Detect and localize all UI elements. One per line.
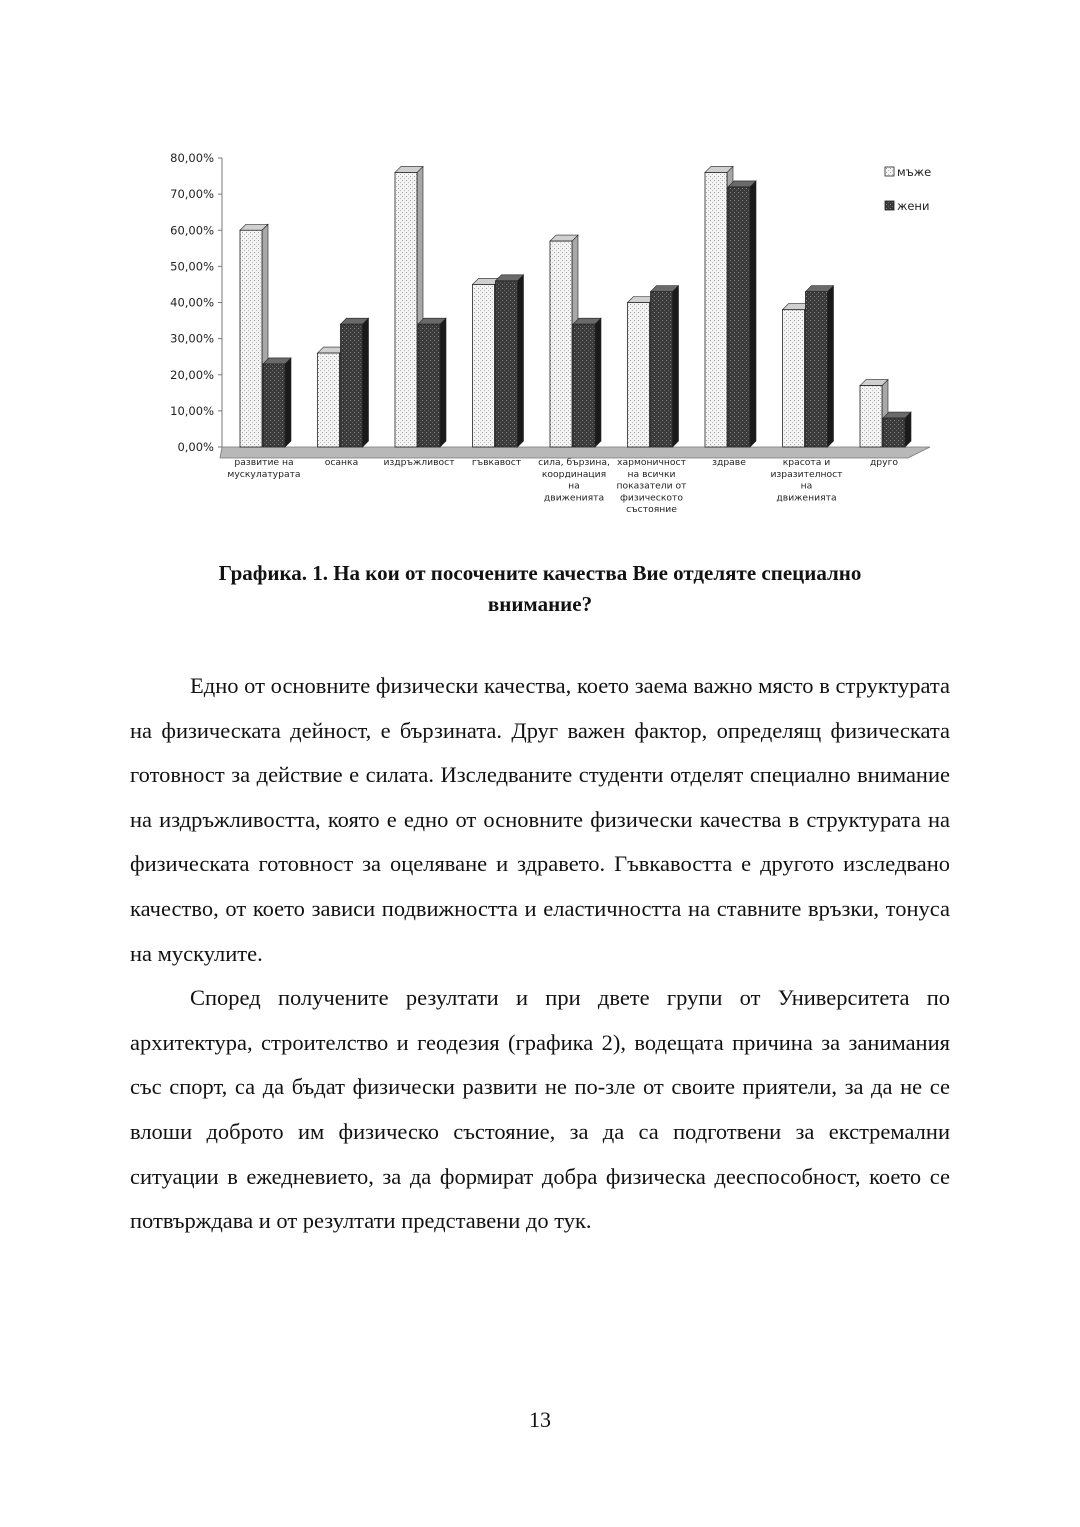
x-tick-label-line: здраве (712, 457, 746, 468)
bar-side (440, 318, 446, 447)
x-tick-label-line: красота и (782, 457, 831, 468)
x-tick-label (325, 457, 359, 468)
x-tick-label (472, 457, 522, 468)
bar-front (318, 353, 340, 447)
x-tick-label (770, 457, 843, 503)
bar-front (806, 292, 828, 447)
bar-front (651, 292, 673, 447)
legend-swatch (885, 201, 894, 210)
bar-жени (496, 275, 524, 447)
bar-front (240, 230, 262, 447)
bar-front (628, 303, 650, 448)
bar-front (418, 324, 440, 447)
x-tick-label-line: мускулатурата (227, 468, 301, 480)
x-tick-label-line: на (800, 480, 813, 492)
bar-front (573, 324, 595, 447)
bar-жени (263, 358, 291, 447)
bar-жени (883, 412, 911, 447)
bar-front (550, 241, 572, 447)
x-tick-label (383, 457, 455, 468)
page-number: 13 (529, 1407, 551, 1432)
legend-label: мъже (897, 165, 932, 179)
bar-front (860, 386, 882, 447)
x-tick-label (227, 457, 300, 480)
x-tick-label (870, 457, 898, 468)
bar-front (341, 324, 363, 447)
y-tick-label: 30,00% (170, 331, 214, 346)
x-tick-label-line: показатели от (616, 480, 687, 492)
x-tick-label-line: координация (541, 468, 607, 480)
y-tick-label: 20,00% (170, 367, 214, 382)
legend-swatch (885, 167, 894, 176)
bar-side (673, 286, 679, 447)
bar-front (883, 418, 905, 447)
x-tick-label-line: състояние (626, 504, 677, 516)
body-text (130, 664, 950, 1244)
bar-жени (651, 286, 679, 447)
bar-side (285, 358, 291, 447)
x-tick-label-line: хармоничност (617, 457, 686, 468)
x-tick-label-line: движенията (543, 492, 605, 504)
x-tick-label-line: издръжливост (383, 457, 455, 468)
x-tick-label-line: развитие на (234, 457, 294, 468)
x-tick-label (538, 457, 610, 503)
x-tick-label-line: на (568, 480, 580, 492)
x-tick-label-line: гъвкавост (471, 457, 522, 468)
bar-жени (573, 318, 601, 447)
caption-line-2: внимание? (487, 592, 593, 616)
y-tick-label: 10,00% (170, 403, 214, 418)
bar-front (473, 284, 495, 447)
bar-front (728, 187, 750, 447)
bar-side (828, 286, 834, 447)
x-tick-label (712, 457, 746, 468)
bar-жени (728, 181, 756, 447)
bar-front (783, 310, 805, 447)
paragraph: Според получените резултати и при двете групи от Университета по архитектура, строителство и геодезия (графика 2), водещата причина за занимания със спорт, са да бъдат физически развити не по-зле от своите приятели, за да не се влоши доброто им физическо състояние, за да са подготвени за екстремални ситуации в ежедневието, за да формират добра физическа дееспособност, което се потвърждава и от резултати представени до тук. (130, 985, 950, 1234)
legend-label: жени (897, 199, 930, 213)
bar-front (705, 172, 727, 447)
bar-жени (341, 318, 369, 447)
y-tick-label: 40,00% (170, 295, 214, 310)
bar-side (750, 181, 756, 447)
bar-жени (418, 318, 446, 447)
y-tick-label: 70,00% (170, 187, 214, 202)
bar-side (363, 318, 369, 447)
bar-side (595, 318, 601, 447)
x-tick-label-line: движенията (776, 492, 837, 504)
y-tick-label: 50,00% (170, 259, 214, 274)
y-tick-label: 0,00% (177, 440, 214, 454)
bar-front (496, 281, 518, 447)
x-tick-label-line: друго (869, 457, 899, 468)
y-tick-label: 60,00% (170, 223, 214, 238)
bar-side (518, 275, 524, 447)
x-tick-label-line: осанка (324, 457, 359, 468)
x-tick-label (616, 457, 687, 515)
x-tick-label-line: на всички (627, 468, 676, 480)
y-tick-label: 80,00% (170, 151, 214, 165)
bar-chart (150, 140, 950, 530)
x-tick-label-line: физическото (620, 492, 683, 504)
x-tick-label-line: сила, бързина, (538, 457, 610, 468)
bar-жени (806, 286, 834, 447)
x-tick-label-line: изразителност (770, 468, 843, 480)
bar-front (263, 364, 285, 447)
caption-line-1: Графика. 1. На кои от посочените качества Вие отделяте специално (218, 561, 862, 585)
bar-front (395, 172, 417, 447)
paragraph: Едно от основните физически качества, което заема важно място в структурата на физическата дейност, е бързината. Друг важен фактор, определящ физическата готовност за действие е силата. Изследваните студенти отделят специално внимание на издръжливостта, която е едно от основните физически качества в структурата на физическата готовност за оцеляване и здравето. Гъвкавостта е другото изследвано качество, от което зависи подвижността и еластичността на ставните връзки, тонуса на мускулите. (130, 673, 950, 966)
figure-caption (130, 558, 950, 620)
